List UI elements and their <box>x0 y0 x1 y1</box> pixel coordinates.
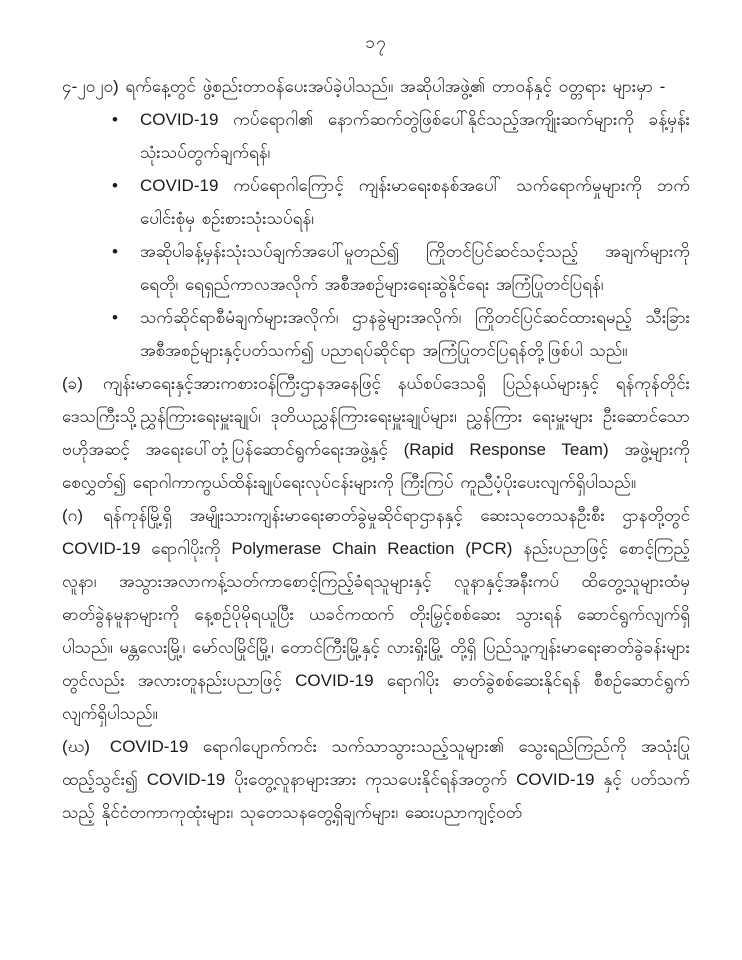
paragraph-gha-text: COVID-19 ရောဂါပျောက်ကင်း သက်သာသွားသည့်သူများ၏ သွေးရည်ကြည်ကို အသုံးပြု ထည့်သွင်း၍ COVID-19 ပိုးတွေ့လူနာများအား ကုသပေးနိုင်ရန်အတွက် COVID-19 နှင့် ပတ်သက်သည့် နိုင်ငံတကာကုထုံးများ၊ သုတေသနတွေ့ရှိချက်များ၊ ဆေးပညာကျင့်ဝတ် <box>62 737 690 822</box>
bullet-item-1 <box>62 103 690 169</box>
paragraph-kha <box>62 367 690 499</box>
paragraph-kha-label: (ခ) <box>62 374 83 393</box>
page-number: ၁၇ <box>365 33 387 52</box>
paragraph-ga <box>62 499 690 730</box>
bullet-text: သက်ဆိုင်ရာစီမံချက်များအလိုက်၊ ဌာနခွဲများအလိုက်၊ ကြိုတင်ပြင်ဆင်ထားရမည့် သီးခြားအစီအစဉ်များနှင့်ပတ်သက်၍ ပညာရပ်ဆိုင်ရာ အကြံပြုတင်ပြရန်တို့ဖြစ်ပါ သည်။ <box>140 308 690 360</box>
bullet-list <box>62 103 690 367</box>
paragraph-gha <box>62 730 690 829</box>
bullet-item-4 <box>62 301 690 367</box>
paragraph-ga-label: (ဂ) <box>62 506 84 525</box>
bullet-item-3 <box>62 235 690 301</box>
bullet-item-2 <box>62 169 690 235</box>
paragraph-ga-text: ရန်ကုန်မြို့ရှိ အမျိုးသားကျန်းမာရေးဓာတ်ခွဲမှုဆိုင်ရာဌာနနှင့် ဆေးသုတေသနဦးစီး ဌာနတို့တွင် COVID-19 ရောဂါပိုးကို Polymerase Chain Reaction (PCR) နည်းပညာဖြင့် စောင့်ကြည့်လူနာ၊ အသွားအလာကန့်သတ်ကာစောင့်ကြည့်ခံရသူများနှင့် လူနာနှင့်အနီးကပ် ထိတွေ့သူများထံမှ ဓာတ်ခွဲနမူနာများကို နေ့စဉ်ပိုမိုရယူပြီး ယခင်ကထက် တိုးမြှင့်စစ်ဆေး သွားရန် ဆောင်ရွက်လျက်ရှိပါသည်။ မန္တလေးမြို့၊ မော်လမြိုင်မြို့၊ တောင်ကြီးမြို့နှင့် လားရှိုးမြို့ တို့ရှိ ပြည်သူ့ကျန်းမာရေးဓာတ်ခွဲခန်းများတွင်လည်း အလားတူနည်းပညာဖြင့် COVID-19 ရောဂါပိုး ဓာတ်ခွဲစစ်ဆေးနိုင်ရန် စီစဉ်ဆောင်ရွက်လျက်ရှိပါသည်။ <box>62 506 690 723</box>
intro-paragraph: ၄-၂၀၂၀) ရက်နေ့တွင် ဖွဲ့စည်းတာဝန်ပေးအပ်ခဲ့ပါသည်။ အဆိုပါအဖွဲ့၏ တာဝန်နှင့် ဝတ္တရား များမှာ - <box>62 77 666 96</box>
bullet-text: COVID-19 ကပ်ရောဂါ၏ နောက်ဆက်တွဲဖြစ်ပေါ်နိုင်သည့်အကျိုးဆက်များကို ခန့်မှန်း သုံးသပ်တွက်ချက်ရန်၊ <box>140 110 690 162</box>
paragraph-gha-label: (ဃ) <box>62 737 90 756</box>
bullet-text: COVID-19 ကပ်ရောဂါကြောင့် ကျန်းမာရေးစနစ်အပေါ် သက်ရောက်မှုများကို ဘက် ပေါင်းစုံမှ စဉ်းစားသုံးသပ်ရန်၊ <box>140 176 690 228</box>
paragraph-kha-text: ကျန်းမာရေးနှင့်အားကစားဝန်ကြီးဌာနအနေဖြင့် နယ်စပ်ဒေသရှိ ပြည်နယ်များနှင့် ရန်ကုန်တိုင်းဒေသကြီးသို့ညွှန်ကြားရေးမှူးချုပ်၊ ဒုတိယညွှန်ကြားရေးမှူးချုပ်များ၊ ညွှန်ကြား ရေးမှူးများ ဦးဆောင်သော ဗဟိုအဆင့် အရေးပေါ်တုံ့ပြန်ဆောင်ရွက်ရေးအဖွဲ့နှင့် (Rapid Response Team) အဖွဲ့များကိုစေလွှတ်၍ ရောဂါကာကွယ်ထိန်းချုပ်ရေးလုပ်ငန်းများကို ကြီးကြပ် ကူညီပံ့ပိုးပေးလျက်ရှိပါသည်။ <box>62 374 690 492</box>
bullet-text: အဆိုပါခန့်မှန်းသုံးသပ်ချက်အပေါ်မူတည်၍ ကြိုတင်ပြင်ဆင်သင့်သည့် အချက်များကို ရေတို၊ ရေရှည်ကာလအလိုက် အစီအစဉ်များရေးဆွဲနိုင်ရေး အကြံပြုတင်ပြရန်၊ <box>140 242 690 294</box>
